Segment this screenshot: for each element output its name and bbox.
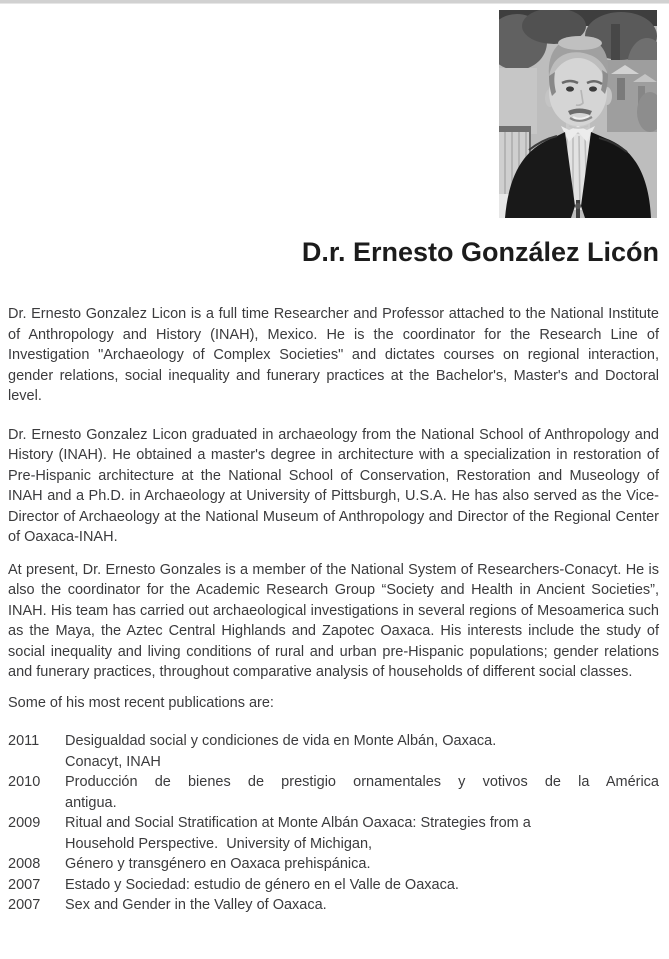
- publication-title-line: Sex and Gender in the Valley of Oaxaca.: [65, 897, 327, 913]
- publication-row: [8, 895, 659, 916]
- publication-title-line: Conacyt, INAH: [65, 753, 161, 770]
- publication-row: [8, 854, 659, 875]
- bio-paragraph-1: Dr. Ernesto Gonzalez Licon is a full time Researcher and Professor attached to the National Institute of Anthropology and History (INAH), Mexico. He is the coordinator for the Research Line of Investigation "Archaeology of Complex Societies" and dictates courses on regional interaction, gender relations, social inequality and funerary practices at the Bachelor's, Master's and Doctoral level.: [8, 306, 659, 404]
- publication-row: [8, 813, 659, 854]
- bio-paragraph-2: Dr. Ernesto Gonzalez Licon graduated in archaeology from the National School of Anthropology and History (INAH). He obtained a master's degree in architecture with a specialization in restoration of Pre-Hispanic architecture at the National School of Conservation, Restoration and Museology of INAH and a Ph.D. in Archaeology at University of Pittsburgh, U.S.A. He has also served as the Vice-Director of Archaeology at the National Museum of Anthropology and Director of the Regional Center of Oaxaca-INAH.: [8, 426, 659, 545]
- publication-title-line: Producción de bienes de prestigio ornamentales y votivos de la América: [65, 774, 659, 790]
- publications-intro: Some of his most recent publications are:: [8, 694, 274, 711]
- portrait-illustration: [499, 10, 657, 218]
- publication-title: [65, 772, 659, 813]
- publication-year: 2007: [8, 897, 41, 913]
- publication-year: 2009: [8, 815, 41, 831]
- publication-title: [65, 875, 659, 896]
- page-title: D.r. Ernesto González Licón: [301, 237, 659, 267]
- publication-row: [8, 772, 659, 813]
- publication-title-line: Household Perspective. University of Michigan,: [65, 835, 373, 852]
- publication-title: [65, 813, 659, 854]
- publication-title-line: Ritual and Social Stratification at Monte Albán Oaxaca: Strategies from a: [65, 815, 531, 831]
- publications-list: [8, 731, 659, 916]
- publication-row: [8, 731, 659, 772]
- publication-title: [65, 895, 659, 916]
- bio-paragraph-3: At present, Dr. Ernesto Gonzales is a member of the National System of Researchers-Conacyt. He is also the coordinator for the Academic Research Group “Society and Health in Ancient Societies”, INAH. His team has carried out archaeological investigations in several regions of Mesoamerica such as the Maya, the Aztec Central Highlands and Zapotec Oaxaca. His interests include the study of social inequality and living conditions of rural and urban pre-Hispanic populations; gender relations and funerary practices, throughout comparative analysis of households of different social classes.: [8, 561, 659, 680]
- publication-title-line: antigua.: [65, 794, 117, 811]
- publication-year: 2007: [8, 876, 41, 893]
- publication-title-line: Género y transgénero en Oaxaca prehispánica.: [65, 856, 371, 872]
- publication-year: 2008: [8, 856, 41, 872]
- portrait-photo: [499, 10, 657, 218]
- publication-title: [65, 731, 659, 772]
- publication-title-line: Estado y Sociedad: estudio de género en el Valle de Oaxaca.: [65, 876, 459, 893]
- publication-title-line: Desigualdad social y condiciones de vida en Monte Albán, Oaxaca.: [65, 733, 497, 749]
- publication-title: [65, 854, 659, 875]
- publication-year: 2010: [8, 774, 41, 790]
- publication-row: [8, 875, 659, 896]
- publication-year: 2011: [8, 733, 40, 749]
